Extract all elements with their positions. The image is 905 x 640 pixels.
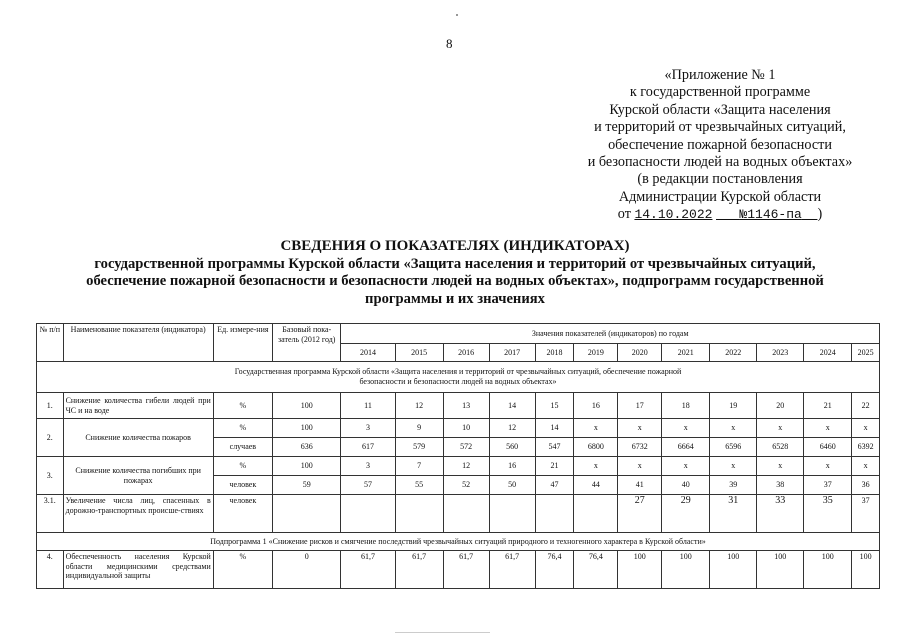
row-value: 560 bbox=[489, 438, 535, 457]
appendix-line: Администрации Курской области bbox=[618, 188, 822, 205]
header-year: 2019 bbox=[574, 344, 618, 362]
row-value: 31 bbox=[710, 495, 757, 533]
row-value: 100 bbox=[662, 551, 710, 589]
row-value: 6460 bbox=[804, 438, 852, 457]
title-heading: СВЕДЕНИЯ О ПОКАЗАТЕЛЯХ (ИНДИКАТОРАХ) bbox=[280, 238, 630, 254]
row-value: 6732 bbox=[618, 438, 662, 457]
row-value: 22 bbox=[852, 393, 880, 419]
row-value: 100 bbox=[804, 551, 852, 589]
row-value: 47 bbox=[535, 476, 574, 495]
header-year: 2025 bbox=[852, 344, 880, 362]
row-value: 10 bbox=[443, 419, 489, 438]
row-base: 100 bbox=[273, 457, 341, 476]
row-value: 41 bbox=[618, 476, 662, 495]
row-value: 20 bbox=[757, 393, 804, 419]
row-value: 18 bbox=[662, 393, 710, 419]
header-year: 2014 bbox=[341, 344, 395, 362]
row-value: 36 bbox=[852, 476, 880, 495]
row-name: Снижение количества погибших при пожарах bbox=[63, 457, 213, 495]
row-value: 12 bbox=[489, 419, 535, 438]
row-value: 14 bbox=[489, 393, 535, 419]
table-row bbox=[37, 551, 880, 589]
row-value: 547 bbox=[535, 438, 574, 457]
row-base: 100 bbox=[273, 393, 341, 419]
row-value: x bbox=[804, 419, 852, 438]
row-value: x bbox=[662, 457, 710, 476]
program-header: Государственная программа Курской области «Защита населения и территорий от чрезвычайных ситуаций, обеспечение пожарной безопасности и безопасности людей на водных объектах» bbox=[37, 362, 880, 393]
row-num: 2. bbox=[37, 419, 64, 457]
row-value: 6392 bbox=[852, 438, 880, 457]
row-value: x bbox=[662, 419, 710, 438]
subprogram-header: Подпрограмма 1 «Снижение рисков и смягчение последствий чрезвычайных ситуаций природного и техногенного характера в Курской области» bbox=[37, 533, 880, 551]
row-value: 16 bbox=[574, 393, 618, 419]
header-year: 2015 bbox=[395, 344, 443, 362]
row-value bbox=[443, 495, 489, 533]
row-value: 35 bbox=[804, 495, 852, 533]
row-value: 76,4 bbox=[535, 551, 574, 589]
row-value: 39 bbox=[710, 476, 757, 495]
subprogram-header-row bbox=[37, 533, 880, 551]
row-unit: человек bbox=[213, 495, 272, 533]
row-value: 6528 bbox=[757, 438, 804, 457]
scan-dot bbox=[456, 14, 458, 16]
row-value: 61,7 bbox=[489, 551, 535, 589]
decree-number: №1146-па bbox=[739, 207, 802, 223]
row-value: 100 bbox=[710, 551, 757, 589]
row-value: x bbox=[574, 419, 618, 438]
title-subline: программы и их значениях bbox=[365, 290, 545, 307]
row-value: 100 bbox=[618, 551, 662, 589]
row-value: 6664 bbox=[662, 438, 710, 457]
header-year: 2020 bbox=[618, 344, 662, 362]
row-value: 37 bbox=[852, 495, 880, 533]
row-value: 17 bbox=[618, 393, 662, 419]
row-value bbox=[574, 495, 618, 533]
appendix-line: «Приложение № 1 bbox=[664, 67, 776, 83]
row-value bbox=[341, 495, 395, 533]
row-value: 100 bbox=[757, 551, 804, 589]
row-value: 579 bbox=[395, 438, 443, 457]
header-row bbox=[37, 324, 880, 344]
row-value: x bbox=[852, 419, 880, 438]
row-value bbox=[489, 495, 535, 533]
row-base: 59 bbox=[273, 476, 341, 495]
row-value: 12 bbox=[395, 393, 443, 419]
row-value: 14 bbox=[535, 419, 574, 438]
row-value: 6596 bbox=[710, 438, 757, 457]
row-value: 40 bbox=[662, 476, 710, 495]
row-num: 4. bbox=[37, 551, 64, 589]
row-base bbox=[273, 495, 341, 533]
header-values-title: Значения показателей (индикаторов) по годам bbox=[341, 324, 880, 344]
row-name: Снижение количества гибели людей при ЧС и на воде bbox=[63, 393, 213, 419]
row-value: 12 bbox=[443, 457, 489, 476]
row-value: 61,7 bbox=[443, 551, 489, 589]
row-value: 57 bbox=[341, 476, 395, 495]
header-year: 2023 bbox=[757, 344, 804, 362]
appendix-line: и территорий от чрезвычайных ситуаций, bbox=[594, 119, 846, 136]
row-unit: % bbox=[213, 419, 272, 438]
row-name: Обеспеченность населения Курской области медицинскими средствами индивидуальной защиты bbox=[63, 551, 213, 589]
row-value: 29 bbox=[662, 495, 710, 533]
row-value: 38 bbox=[757, 476, 804, 495]
header-year: 2024 bbox=[804, 344, 852, 362]
row-num: 3. bbox=[37, 457, 64, 495]
row-value bbox=[395, 495, 443, 533]
header-num: № п/п bbox=[37, 324, 64, 362]
row-base: 0 bbox=[273, 551, 341, 589]
row-value: x bbox=[804, 457, 852, 476]
row-value: 27 bbox=[618, 495, 662, 533]
appendix-line: к государственной программе bbox=[629, 84, 811, 101]
row-value: 100 bbox=[852, 551, 880, 589]
row-value: 44 bbox=[574, 476, 618, 495]
table-row bbox=[37, 419, 880, 438]
appendix-line: обеспечение пожарной безопасности bbox=[608, 136, 832, 153]
appendix-date-line bbox=[540, 206, 900, 223]
document-title bbox=[30, 238, 880, 308]
row-value: 3 bbox=[341, 457, 395, 476]
row-value: 37 bbox=[804, 476, 852, 495]
row-value: 11 bbox=[341, 393, 395, 419]
row-num: 1. bbox=[37, 393, 64, 419]
row-value: 572 bbox=[443, 438, 489, 457]
row-value: 61,7 bbox=[341, 551, 395, 589]
row-value: 76,4 bbox=[574, 551, 618, 589]
header-year: 2018 bbox=[535, 344, 574, 362]
row-value: 9 bbox=[395, 419, 443, 438]
header-base: Базовый пока-затель (2012 год) bbox=[273, 324, 341, 362]
row-value: x bbox=[757, 457, 804, 476]
row-value: 21 bbox=[535, 457, 574, 476]
table-row bbox=[37, 495, 880, 533]
row-value: 15 bbox=[535, 393, 574, 419]
row-unit: % bbox=[213, 551, 272, 589]
row-value: 50 bbox=[489, 476, 535, 495]
row-unit: человек bbox=[213, 476, 272, 495]
row-value bbox=[535, 495, 574, 533]
row-value: x bbox=[574, 457, 618, 476]
table-row bbox=[37, 393, 880, 419]
decree-date: 14.10.2022 bbox=[634, 207, 713, 223]
scan-artifact-line bbox=[395, 632, 490, 633]
appendix-line: и безопасности людей на водных объектах» bbox=[587, 154, 853, 171]
row-value: 52 bbox=[443, 476, 489, 495]
row-base: 100 bbox=[273, 419, 341, 438]
row-value: 13 bbox=[443, 393, 489, 419]
row-value: 33 bbox=[757, 495, 804, 533]
header-name: Наименование показателя (индикатора) bbox=[63, 324, 213, 362]
header-year: 2016 bbox=[443, 344, 489, 362]
appendix-line: Курской области «Защита населения bbox=[609, 101, 831, 118]
row-value: 7 bbox=[395, 457, 443, 476]
header-year: 2022 bbox=[710, 344, 757, 362]
row-name: Увеличение числа лиц, спасенных в дорожно-транспортных происше-ствиях bbox=[63, 495, 213, 533]
appendix-line: (в редакции постановления bbox=[637, 171, 803, 188]
row-unit: случаев bbox=[213, 438, 272, 457]
row-value: x bbox=[618, 457, 662, 476]
closing-paren: ) bbox=[817, 206, 823, 223]
row-value: 19 bbox=[710, 393, 757, 419]
row-value: x bbox=[618, 419, 662, 438]
row-value: 6800 bbox=[574, 438, 618, 457]
table-row bbox=[37, 457, 880, 476]
row-value: 55 bbox=[395, 476, 443, 495]
row-value: x bbox=[710, 419, 757, 438]
date-prefix: от bbox=[617, 206, 631, 223]
indicators-table bbox=[36, 323, 880, 589]
row-value: 3 bbox=[341, 419, 395, 438]
row-base: 636 bbox=[273, 438, 341, 457]
header-year: 2017 bbox=[489, 344, 535, 362]
page-number: 8 bbox=[446, 36, 453, 51]
row-unit: % bbox=[213, 457, 272, 476]
header-year: 2021 bbox=[662, 344, 710, 362]
row-value: x bbox=[710, 457, 757, 476]
title-subline: государственной программы Курской области «Защита населения и территорий от чрезвычайных ситуаций, bbox=[94, 255, 816, 272]
title-subline: обеспечение пожарной безопасности и безопасности людей на водных объектах», подпрограмм государственной bbox=[86, 273, 824, 290]
row-value: 617 bbox=[341, 438, 395, 457]
row-unit: % bbox=[213, 393, 272, 419]
row-value: x bbox=[757, 419, 804, 438]
row-value: x bbox=[852, 457, 880, 476]
row-num: 3.1. bbox=[37, 495, 64, 533]
program-header-row bbox=[37, 362, 880, 393]
appendix-block bbox=[540, 67, 900, 224]
row-value: 61,7 bbox=[395, 551, 443, 589]
row-value: 21 bbox=[804, 393, 852, 419]
row-name: Снижение количества пожаров bbox=[63, 419, 213, 457]
row-value: 16 bbox=[489, 457, 535, 476]
header-unit: Ед. измере-ния bbox=[213, 324, 272, 362]
